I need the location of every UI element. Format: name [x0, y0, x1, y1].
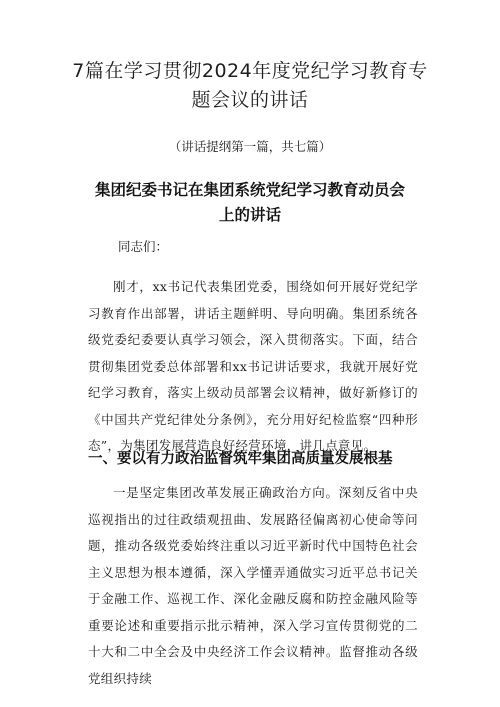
speech-title-line-2: 上的讲话: [218, 206, 281, 224]
speech-title-line-1: 集团纪委书记在集团系统党纪学习教育动员会: [94, 181, 405, 199]
document-title-line-2: 题会议的讲话: [191, 89, 309, 111]
body-paragraph-1: 刚才，xx书记代表集团党委，围绕如何开展好党纪学习教育作出部署，讲话主题鲜明、导向明确。集团系统各级党委纪委要认真学习领会，深入贯彻落实。下面，结合贯彻集团党委总体部署和xx书记讲话要求，我就开展好党纪学习教育，落实上级动员部署会议精神，做好新修订的《中国共产党纪律处分条例》，充分用好纪检监察“四种形态”，为集团发展营造良好经营环境，讲几点意见。: [88, 279, 418, 453]
speech-title: [85, 178, 415, 228]
document-title: [60, 57, 440, 115]
document-subtitle: （讲话提纲第一篇，共七篇）: [168, 139, 332, 154]
body-paragraph-2: 一是坚定集团改革发展正确政治方向。深刻反省中央巡视指出的过往政绩观扭曲、发展路径偏离初心使命等问题，推动各级党委始终注重以习近平新时代中国特色社会主义思想为根本遵循，深入学懂弄通做实习近平总书记关于金融工作、巡视工作、深化金融反腐和防控金融风险等重要论述和重要指示批示精神，深入学习宣传贯彻党的二十大和二中全会及中央经济工作会议精神。监督推动各级党组织持续: [88, 485, 418, 686]
section-heading-1: 一、要以有力政治监督筑牢集团高质量发展根基: [88, 451, 393, 467]
greeting: 同志们：: [118, 239, 169, 254]
document-title-line-1: 7篇在学习贯彻2024年度党纪学习教育专: [72, 60, 428, 82]
